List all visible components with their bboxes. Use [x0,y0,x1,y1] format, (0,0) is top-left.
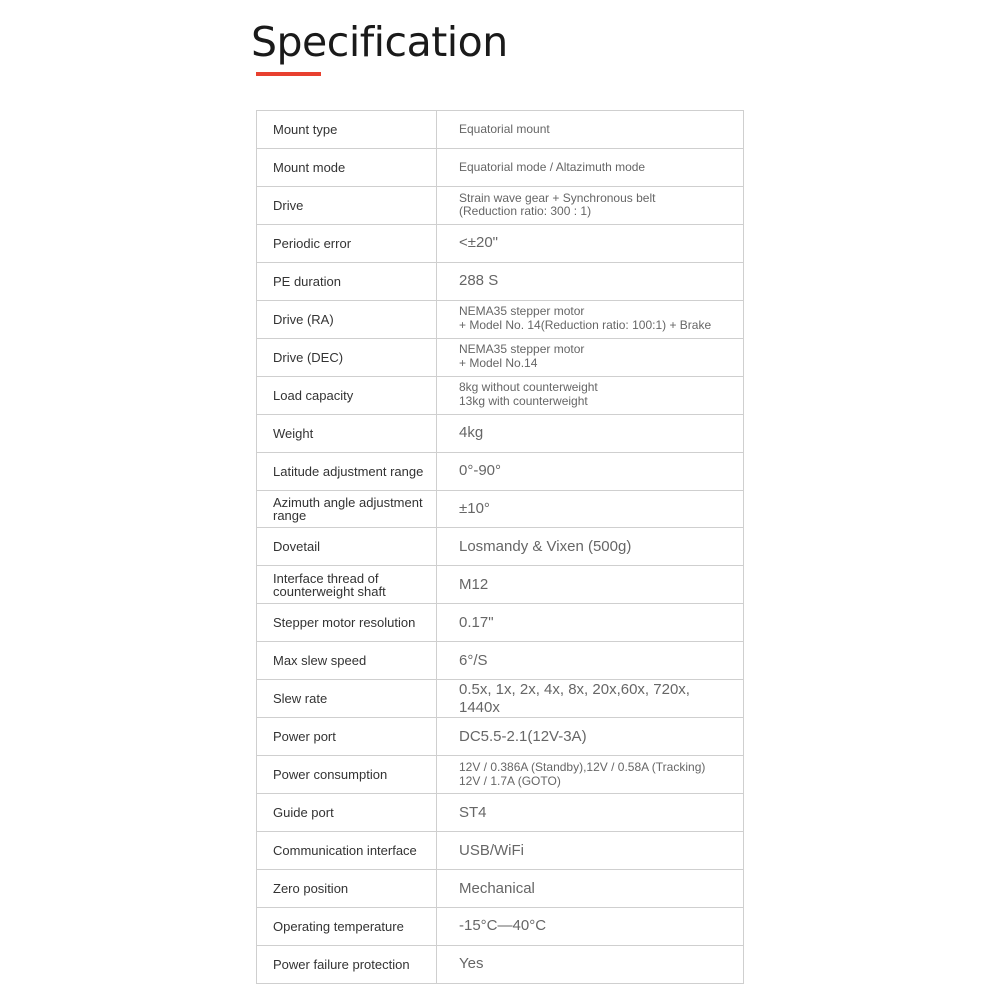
spec-row [257,832,743,870]
spec-value: Yes [459,955,484,973]
spec-value: USB/WiFi [459,841,524,859]
spec-value: NEMA35 stepper motor + Model No. 14(Reduction ratio: 100:1) + Brake [459,304,712,333]
spec-value: DC5.5-2.1(12V-3A) [459,727,587,745]
spec-label: Operating temperature [257,908,437,945]
spec-row [257,339,743,377]
spec-row [257,870,743,908]
spec-value: Equatorial mount [459,121,550,136]
spec-value: Losmandy & Vixen (500g) [459,537,632,555]
spec-row [257,263,743,301]
spec-value: 12V / 0.386A (Standby),12V / 0.58A (Tracking) 12V / 1.7A (GOTO) [459,759,706,788]
spec-value: M12 [459,575,489,593]
spec-value: ±10° [459,500,490,517]
spec-row [257,491,743,529]
spec-value: 0°-90° [459,462,502,480]
spec-row [257,187,743,225]
spec-row [257,415,743,453]
spec-label: Drive [257,187,437,224]
spec-label: Azimuth angle adjustment range [257,491,437,528]
spec-row [257,604,743,642]
spec-row [257,301,743,339]
spec-label: Drive (RA) [257,301,437,338]
spec-label: PE duration [257,263,437,300]
spec-label: Power consumption [257,756,437,793]
spec-row [257,642,743,680]
spec-row [257,149,743,187]
spec-value: ST4 [459,803,487,821]
spec-label: Drive (DEC) [257,339,437,376]
spec-label: Weight [257,415,437,452]
spec-value: <±20" [459,234,499,252]
spec-value: 4kg [459,424,484,442]
spec-row [257,225,743,263]
spec-label: Interface thread of counterweight shaft [257,566,437,603]
spec-label: Power failure protection [257,946,437,983]
spec-row [257,566,743,604]
spec-value: 6°/S [459,651,488,669]
spec-label: Periodic error [257,225,437,262]
title-underline [256,72,321,76]
spec-row [257,908,743,946]
spec-value: Mechanical [459,879,535,897]
spec-row [257,794,743,832]
spec-value: -15°C—40°C [459,917,547,935]
spec-label: Zero position [257,870,437,907]
spec-label: Latitude adjustment range [257,453,437,490]
spec-value: Strain wave gear + Synchronous belt (Reduction ratio: 300 : 1) [459,190,656,219]
spec-value: 288 S [459,272,499,290]
spec-label: Communication interface [257,832,437,869]
spec-label: Guide port [257,794,437,831]
spec-label: Mount mode [257,149,437,186]
spec-label: Power port [257,718,437,755]
spec-value: 0.17" [459,613,494,631]
spec-row [257,756,743,794]
spec-row [257,680,743,718]
spec-row [257,528,743,566]
spec-value: 0.5x, 1x, 2x, 4x, 8x, 20x,60x, 720x, 1440x [459,680,690,716]
spec-row [257,453,743,491]
spec-row [257,946,743,983]
spec-row [257,111,743,149]
spec-label: Dovetail [257,528,437,565]
spec-row [257,377,743,415]
spec-label: Max slew speed [257,642,437,679]
spec-table [256,110,744,984]
spec-value: NEMA35 stepper motor + Model No.14 [459,342,585,371]
spec-label: Mount type [257,111,437,148]
spec-label: Stepper motor resolution [257,604,437,641]
spec-row [257,718,743,756]
spec-value: 8kg without counterweight 13kg with counterweight [459,380,598,409]
spec-label: Load capacity [257,377,437,414]
spec-label: Slew rate [257,680,437,717]
page-title: Specification [251,18,508,66]
spec-value: Equatorial mode / Altazimuth mode [459,159,646,174]
